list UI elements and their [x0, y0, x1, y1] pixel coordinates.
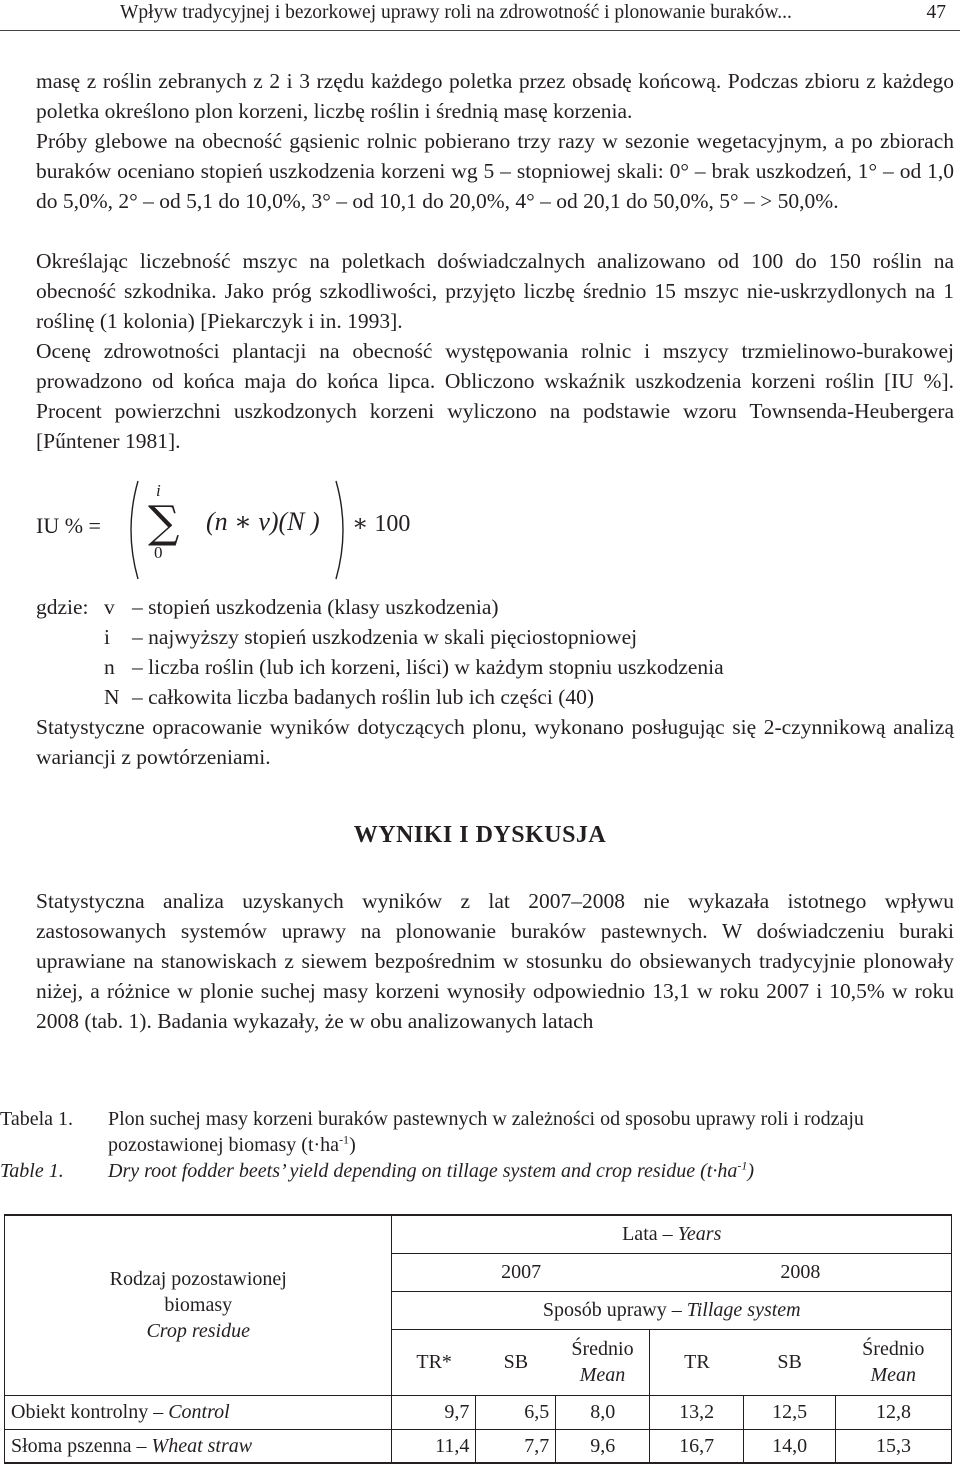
caption-pl-body: Plon suchej masy korzeni buraków pastewnych w zależności od sposobu uprawy roli i rodzaju pozostawionej biomasy (t·ha [108, 1108, 864, 1156]
table-caption-en [0, 1158, 960, 1186]
table-cell: 13,2 [650, 1395, 744, 1429]
sum-sign: ∑ [148, 497, 180, 548]
definition-key: N [104, 685, 120, 709]
definitions-intro: gdzie: [36, 595, 89, 619]
row-label-pl: Słoma pszenna – [11, 1434, 147, 1457]
table-label-en: Table 1. [0, 1160, 64, 1182]
caption-en-body: Dry root fodder beets’ yield depending on tillage system and crop residue (t·ha [108, 1160, 738, 1182]
paragraph-6: Statystyczna analiza uzyskanych wyników z lat 2007–2008 nie wykazała istotnego wpływu zastosowanych systemów uprawy na plonowanie buraków pastewnych. W doświadczeniu buraki uprawiane na stanowiskach z siewem bezpośrednim w stosunku do obsiewanych tradycyjnie plonowały niżej, a różnice w plonie suchej masy korzeni wynosiły odpowiednio 13,1 w roku 2007 i 10,5% w roku 2008 (tab. 1). Badania wykazały, że w obu analizowanych latach [36, 889, 954, 1033]
table-caption-en-text [108, 1158, 958, 1184]
caption-pl-end: ) [349, 1134, 356, 1156]
definition-key: i [104, 625, 110, 649]
col-header-sb-2008: SB [744, 1329, 836, 1395]
formula-term: (n ∗ v)(N ) [206, 507, 320, 536]
table-cell: 12,8 [836, 1395, 952, 1429]
table-cell: 16,7 [650, 1429, 744, 1463]
year-2007-cell: 2007 [392, 1253, 650, 1291]
paragraph-4: Ocenę zdrowotności plantacji na obecność występowania rolnic i mszycy trzmielinowo-burakowej prowadzono od końca maja do końca lipca. Obliczono wskaźnik uszkodzenia korzeni roślin [IU %]. Procent powierzchni uszkodzonych korzeni wyliczono na podstawie wzoru Townsenda-Heubergera [Pűntener 1981]. [36, 339, 954, 453]
table-cell: 15,3 [836, 1429, 952, 1463]
table-cell: 12,5 [744, 1395, 836, 1429]
table-caption-pl-text [108, 1106, 958, 1158]
definition-key: v [104, 595, 115, 619]
mean-label-pl: Średnio [862, 1338, 925, 1360]
paragraph-1: masę z roślin zebranych z 2 i 3 rzędu każdego poletka przez obsadę końcową. Podczas zbioru z każdego poletka określono plon korzeni, liczbę roślin i średnią masę korzenia. [36, 69, 954, 123]
section-title: WYNIKI I DYSKUSJA [353, 822, 607, 848]
row-label-en: Wheat straw [151, 1434, 253, 1457]
tillage-header-cell [392, 1291, 952, 1329]
mean-label-en: Mean [579, 1364, 626, 1386]
sum-upper-limit: i [156, 481, 161, 500]
paragraph-2 [36, 126, 954, 216]
table-caption-pl [0, 1106, 960, 1160]
row-label-pl: Obiekt kontrolny – [11, 1401, 164, 1423]
table-label-pl: Tabela 1. [0, 1108, 74, 1130]
year-2008-cell: 2008 [650, 1253, 952, 1291]
paragraph-3: Określając liczebność mszyc na poletkach doświadczalnych analizowano od 100 do 150 roślin na obecność szkodnika. Jako próg szkodliwości, przyjęto liczbę średnio 15 mszyc nie-uskrzydlonych na 1 roślinę (1 kolonia) [Piekarczyk i in. 1993]. [36, 249, 954, 333]
page-number: 47 [926, 2, 946, 23]
table-cell: 6,5 [476, 1395, 556, 1429]
row-label-en: Control [168, 1401, 230, 1423]
definition-text: – całkowita liczba badanych roślin lub ich części (40) [132, 685, 595, 709]
tillage-label-en: Tillage system [686, 1299, 801, 1321]
row-label [5, 1429, 392, 1463]
formula-tail: ∗ 100 [352, 511, 411, 537]
tillage-label-pl: Sposób uprawy – [542, 1299, 682, 1321]
table-cell: 11,4 [392, 1429, 476, 1463]
mean-label-en: Mean [870, 1364, 917, 1386]
table-cell: 7,7 [476, 1429, 556, 1463]
sum-lower-limit: 0 [154, 543, 163, 562]
running-title: Wpływ tradycyjnej i bezorkowej uprawy roli na zdrowotność i plonowanie buraków... [120, 2, 792, 23]
caption-pl-sup: -1 [339, 1132, 350, 1147]
running-header [0, 0, 960, 31]
years-label-pl: Lata – [622, 1223, 673, 1246]
years-header-cell [392, 1215, 952, 1253]
table-row [5, 1429, 952, 1463]
col-header-mean-2007 [556, 1329, 650, 1395]
definition-text: – najwyższy stopień uszkodzenia w skali pięciostopniowej [132, 625, 638, 649]
definition-key: n [104, 655, 115, 679]
table-cell: 8,0 [556, 1395, 650, 1429]
table-cell: 9,6 [556, 1429, 650, 1463]
col-header-tr-2007: TR* [392, 1329, 476, 1395]
definition-text: – stopień uszkodzenia (klasy uszkodzenia) [132, 595, 499, 619]
row-header-en: Crop residue [146, 1320, 250, 1343]
table-cell: 9,7 [392, 1395, 476, 1429]
table-cell: 14,0 [744, 1429, 836, 1463]
caption-en-end: ) [747, 1160, 754, 1182]
row-header-cell [5, 1215, 392, 1395]
iu-formula [36, 475, 536, 585]
col-header-tr-2008: TR [650, 1329, 744, 1395]
paragraph-2-text: Próby glebowe na obecność gąsienic rolnic pobierano trzy razy w sezonie wegetacyjnym, a po zbiorach buraków oceniano stopień uszkodzenia korzeni wg 5 – stopniowej skali: 0° – brak uszkodzeń, 1° – od 1,0 do 5,0%, 2° – od 5,1 do 10,0%, 3° – od 10,1 do 20,0%, 4° – od 20,1 do 50,0%, 5° – > 50,0%. [36, 129, 954, 213]
paragraph-5: Statystyczne opracowanie wyników dotyczących plonu, wykonano posługując się 2-czynnikową analizą wariancji z powtórzeniami. [36, 715, 954, 769]
years-label-en: Years [677, 1223, 722, 1246]
yield-table [4, 1214, 952, 1464]
formula-lhs: IU % = [36, 513, 101, 538]
left-paren [131, 481, 138, 579]
right-paren [336, 481, 343, 579]
col-header-sb-2007: SB [476, 1329, 556, 1395]
row-header-pl-2: biomasy [164, 1294, 233, 1317]
caption-en-sup: -1 [737, 1158, 748, 1173]
col-header-mean-2008 [836, 1329, 952, 1395]
mean-label-pl: Średnio [571, 1338, 634, 1360]
row-label [5, 1395, 392, 1429]
table-header-row-years [5, 1215, 952, 1253]
definition-text: – liczba roślin (lub ich korzeni, liści) w każdym stopniu uszkodzenia [132, 655, 724, 679]
row-header-pl-1: Rodzaj pozostawionej [109, 1268, 287, 1291]
table-row [5, 1395, 952, 1429]
